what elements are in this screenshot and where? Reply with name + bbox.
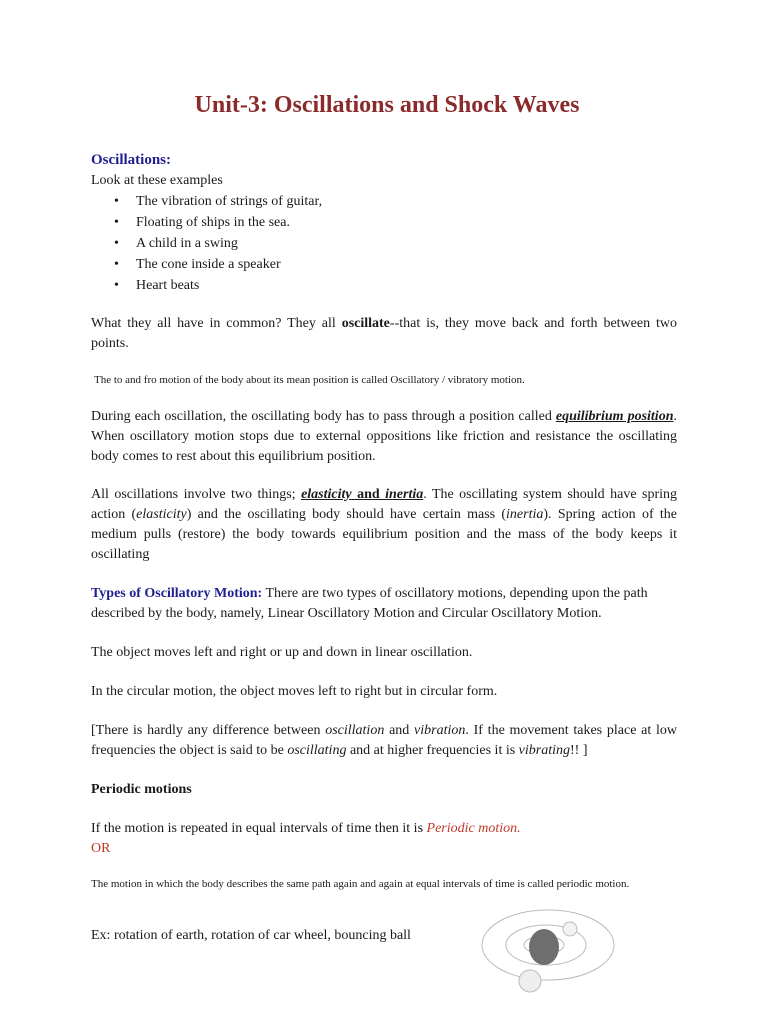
list-item: • The cone inside a speaker [110,254,322,275]
definition-periodic: The motion in which the body describes the same path again and again at equal intervals of time is called periodic motion. [91,878,630,890]
common-paragraph: What they all have in common? They all oscillate--that is, they move back and forth between two points. [91,316,677,351]
elasticity-term: elasticity [301,487,352,502]
circular-text: In the circular motion, the object moves left to right but in circular form. [91,684,498,699]
linear-text: The object moves left and right or up and down in linear oscillation. [91,645,473,660]
periodic-term: Periodic motion. [426,821,521,836]
orbit-illustration [478,905,626,1001]
orbiting-ball [519,970,541,992]
note-paragraph: [There is hardly any difference between oscillation and vibration. If the movement takes place at low frequencies the object is said to be oscillating and at higher frequencies it is vibrating!! ] [91,723,677,758]
central-body [529,929,559,965]
equilibrium-paragraph: During each oscillation, the oscillating body has to pass through a position called equilibrium position. When oscillatory motion stops due to external oppositions like friction and resistance the oscillating body comes to rest about this equilibrium position. [91,409,677,464]
periodic-text: If the motion is repeated in equal intervals of time then it is Periodic motion. [91,821,521,836]
list-item: • Heart beats [110,275,322,296]
periodic-heading: Periodic motions [91,782,192,797]
list-item: • The vibration of strings of guitar, [110,191,322,212]
or-text: OR [91,841,111,856]
intro-text: Look at these examples [91,173,223,188]
types-paragraph: Types of Oscillatory Motion: There are two types of oscillatory motions, depending upon the path described by the body, namely, Linear Oscillatory Motion and Circular Oscillatory Motion. [91,586,648,621]
definition-oscillatory: The to and fro motion of the body about its mean position is called Oscillatory / vibratory motion. [94,374,525,386]
examples-list [110,191,322,296]
oscillations-heading: Oscillations: [91,152,172,168]
list-item: • A child in a swing [110,233,322,254]
types-heading: Types of Oscillatory Motion: [91,586,263,601]
orbiting-ball [563,922,577,936]
oscillate-term: oscillate [341,316,390,331]
examples-line: Ex: rotation of earth, rotation of car wheel, bouncing ball [91,928,411,943]
page-title: Unit-3: Oscillations and Shock Waves [194,92,580,118]
list-item: • Floating of ships in the sea. [110,212,322,233]
equilibrium-term: equilibrium position [555,409,674,424]
elasticity-paragraph: All oscillations involve two things; elasticity and inertia. The oscillating system should have spring action (elasticity) and the oscillating body should have certain mass (inertia). Spring action of the medium pulls (restore) the body towards equilibrium position and the mass of the body keeps it oscillating [91,487,677,562]
inertia-term: inertia [385,487,424,502]
